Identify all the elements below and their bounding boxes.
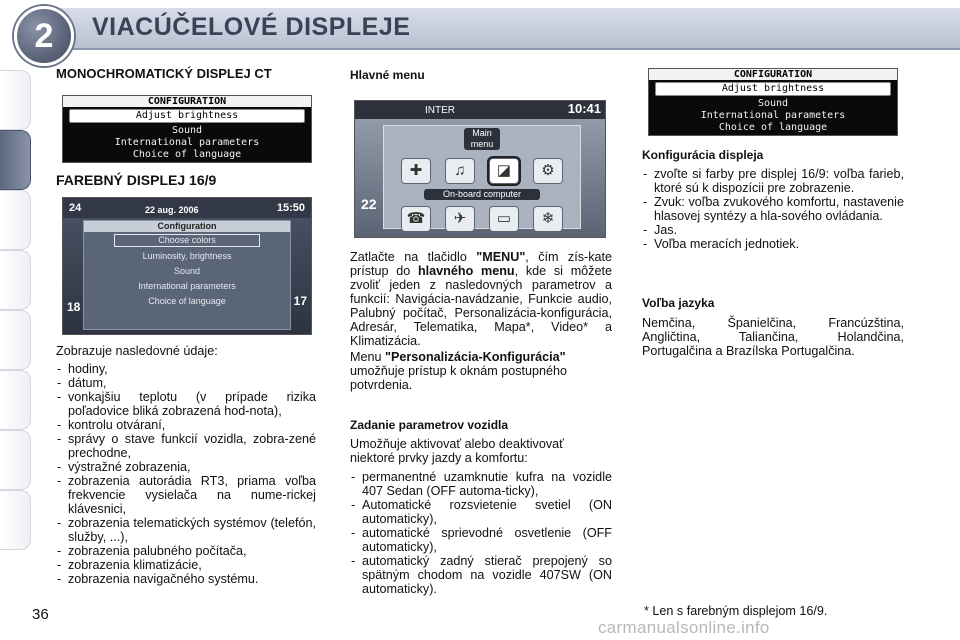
list-item: - vonkajšiu teplotu (v prípade rizika poľadovice bliká zobrazená hod-nota), <box>56 390 316 418</box>
chapter-tab[interactable] <box>0 250 31 310</box>
mono-screen-item: Sound <box>171 125 203 136</box>
page-number: 36 <box>32 606 49 623</box>
chapter-tab[interactable] <box>0 70 31 130</box>
main-screen-selection-bar: On-board computer <box>424 189 540 200</box>
color-screen-side-right: 17 <box>293 294 307 308</box>
main-screen-time: 10:41 <box>567 101 601 116</box>
main-screen-mode: INTER <box>425 105 455 116</box>
list-item: - zobrazenia klimatizácie, <box>56 558 316 572</box>
display-info-list <box>56 362 320 586</box>
color-display-heading: FAREBNÝ DISPLEJ 16/9 <box>56 172 217 188</box>
list-item: - zobrazenia autorádia RT3, priama voľba frekvencie vysielača na nume-rickej klávesnici, <box>56 474 316 516</box>
color-display-screenshot <box>62 197 312 335</box>
config-screen-item: Choice of language <box>718 122 828 133</box>
personalization-paragraph <box>350 350 612 392</box>
chapter-tabs <box>0 70 36 570</box>
language-text: Nemčina, Španielčina, Francúzština, Angličtina, Taliančina, Holandčina, Portugalčina a Brazílska Portugalčina. <box>642 316 904 358</box>
config-display-list <box>642 167 904 251</box>
directory-icon: ☎ <box>401 206 431 232</box>
color-screen-item: Luminosity, brightness <box>142 251 232 261</box>
config-display-heading: Konfigurácia displeja <box>642 148 764 162</box>
chapter-tab[interactable] <box>0 310 31 370</box>
color-screen-item: Choose colors <box>114 234 260 247</box>
mono-display-heading: MONOCHROMATICKÝ DISPLEJ CT <box>56 66 272 81</box>
configuration-icon: ⚙ <box>533 158 563 184</box>
page-title: VIACÚČELOVÉ DISPLEJE <box>92 13 411 41</box>
color-screen-title: Configuration <box>84 221 290 232</box>
main-menu-paragraph <box>350 250 612 348</box>
list-item: - Automatické rozsvietenie svetiel (ON automaticky), <box>350 498 612 526</box>
main-menu-label: hlavného menu <box>417 264 515 278</box>
list-item: - kontrolu otváraní, <box>56 418 316 432</box>
language-heading: Voľba jazyka <box>642 296 715 310</box>
chapter-tab[interactable] <box>0 190 31 250</box>
list-item: - zobrazenia navigačného systému. <box>56 572 316 586</box>
config-screen-item: Adjust brightness <box>655 82 891 96</box>
main-menu-screenshot <box>354 100 606 238</box>
color-screen-date: 22 aug. 2006 <box>145 205 199 215</box>
column-right <box>642 64 904 358</box>
chapter-tab[interactable] <box>0 490 31 550</box>
chapter-number-badge: 2 <box>14 6 74 66</box>
mono-screen-item: Adjust brightness <box>69 109 305 123</box>
audio-icon: ♫ <box>445 158 475 184</box>
text-run: , kde si môžete zvoliť jeden z nasledovných parametrov a funkcií: Navigácia-navádzanie, Funkcie audio, Palubný počítač, Personalizácia-konfigurácia, Adresár, Telematika, Mapa*, Video* a Klimatizácia. <box>350 264 612 348</box>
main-screen-panel <box>383 125 581 229</box>
watermark: carmanualsonline.info <box>598 618 770 637</box>
mono-screen-item: Choice of language <box>132 149 242 160</box>
chapter-tab[interactable] <box>0 430 31 490</box>
telematics-icon: ✈ <box>445 206 475 232</box>
color-screen-item: International parameters <box>138 281 236 291</box>
climate-icon: ❄ <box>533 206 563 232</box>
config-screen-title: CONFIGURATION <box>649 69 897 80</box>
main-screen-title: Main menu <box>464 128 500 150</box>
list-item: - hodiny, <box>56 362 316 376</box>
list-item: - zobrazenia palubného počítača, <box>56 544 316 558</box>
text-run: Zatlačte na tlačidlo <box>350 250 477 264</box>
main-screen-icon-row <box>384 152 580 184</box>
list-item: - Voľba meracích jednotiek. <box>642 237 904 251</box>
mono-screen-title: CONFIGURATION <box>63 96 311 107</box>
list-item: - zobrazenia telematických systémov (telefón, služby, ...), <box>56 516 316 544</box>
display-intro: Zobrazuje nasledovné údaje: <box>56 344 218 358</box>
page-header <box>0 0 960 58</box>
vehicle-params-list <box>350 470 612 596</box>
color-screen-config-panel <box>83 220 291 330</box>
list-item: - automatické sprievodné osvetlenie (OFF automaticky), <box>350 526 612 554</box>
list-item: - správy o stave funkcií vozidla, zobra-zené prechodne, <box>56 432 316 460</box>
color-screen-status-bar <box>63 198 311 218</box>
chapter-tab[interactable] <box>0 370 31 430</box>
main-menu-heading: Hlavné menu <box>350 68 425 82</box>
text-run: Menu <box>350 350 386 364</box>
column-middle <box>350 64 612 596</box>
config-screen-item: International parameters <box>700 110 846 121</box>
mono-display-screenshot <box>62 95 312 163</box>
trip-computer-icon: ◪ <box>489 158 519 184</box>
color-screen-side-left: 18 <box>67 300 81 314</box>
list-item: - automatický zadný stierač prepojený so spätným chodom na vozidle 407SW (ON automaticky). <box>350 554 612 596</box>
footnote: * Len s farebným displejom 16/9. <box>644 604 828 618</box>
vehicle-params-intro: Umožňuje aktivovať alebo deaktivovať niektoré prvky jazdy a komfortu: <box>350 437 564 465</box>
config-display-screenshot <box>648 68 898 136</box>
list-item: - dátum, <box>56 376 316 390</box>
mono-screen-item: International parameters <box>114 137 260 148</box>
main-screen-icon-row-2 <box>384 200 580 232</box>
menu-button-label: "MENU" <box>476 250 526 264</box>
color-screen-temperature: 24 <box>69 202 82 214</box>
list-item: - permanentné uzamknutie kufra na vozidle 407 Sedan (OFF automa-ticky), <box>350 470 612 498</box>
column-left <box>56 64 320 586</box>
chapter-tab-active[interactable] <box>0 130 31 190</box>
list-item: - výstražné zobrazenia, <box>56 460 316 474</box>
color-screen-item: Choice of language <box>148 296 226 306</box>
personalization-label: "Personalizácia-Konfigurácia" <box>385 350 566 364</box>
video-icon: ▭ <box>489 206 519 232</box>
list-item: - zvoľte si farby pre displej 16/9: voľba farieb, ktoré sú k dispozícii pre zobrazenie. <box>642 167 904 195</box>
vehicle-params-heading: Zadanie parametrov vozidla <box>350 418 509 432</box>
list-item: - Zvuk: voľba zvukového komfortu, nastavenie hlasovej syntézy a hla-sového ovládania. <box>642 195 904 223</box>
text-run: , čím zís-kate prístup do <box>350 250 613 278</box>
main-screen-side-left: 22 <box>361 196 377 212</box>
config-screen-item: Sound <box>757 98 789 109</box>
text-run: umožňuje prístup k oknám postupného potvrdenia. <box>350 364 568 392</box>
list-item: - Jas. <box>642 223 904 237</box>
main-screen-status-bar <box>355 101 605 119</box>
navigation-icon: ✚ <box>401 158 431 184</box>
color-screen-time: 15:50 <box>276 202 305 214</box>
color-screen-item: Sound <box>173 266 201 276</box>
